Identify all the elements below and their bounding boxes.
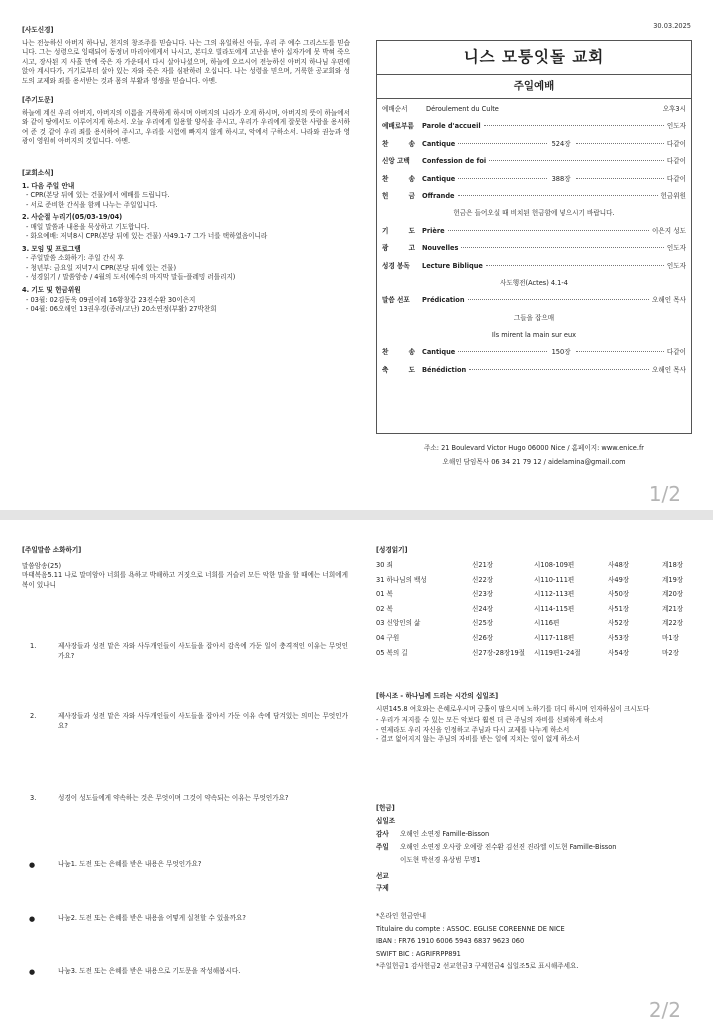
reading-passage: 시112-113편 — [534, 590, 575, 599]
page-divider — [0, 510, 713, 520]
offering-note: *주일헌금1 감사헌금2 선교헌금3 구제헌금4 십일조5로 표시해주세요. — [376, 962, 579, 971]
order-key: 기 도 — [382, 226, 425, 235]
offering-row — [376, 843, 694, 856]
reading-passage: 사49장 — [608, 575, 630, 584]
share-text: 나눔3. 도전 또는 은혜를 받은 내용으로 기도문을 작성해봅시다. — [58, 967, 241, 975]
news-section-3 — [22, 245, 350, 283]
reading-passage: 시119편1-24절 — [534, 648, 581, 657]
quiet-time-verse: 시편145.8 여호와는 은혜로우시며 긍휼이 많으시며 노하기를 더디 하시며 인자하심이 크시도다 — [376, 704, 650, 713]
bible-reading-row — [376, 602, 692, 617]
share-text: 나눔1. 도전 또는 은혜를 받은 내용은 무엇인가요? — [58, 860, 202, 868]
prayer-text: 하늘에 계신 우리 아버지, 아버지의 이름을 거룩하게 하시며 아버지의 나라가 오게 하시며, 아버지의 뜻이 하늘에서와 같이 땅에서도 이루어지게 하소서. 오늘 우리에게 일용할 양식을 주시고, 우리가 우리에게 잘못한 사람을 용서하여 준 것 같이 우리 죄를 용서하여 주시고, 우리를 시험에 빠지지 않게 하시고, 악에서 구하소서. 나라와 권능과 영광이 영원히 아버지의 것입니다. 아멘. — [22, 108, 350, 146]
reading-passage: 계22장 — [662, 619, 684, 628]
news-item: - 03월: 02김동욱 09권이레 16황창갑 23진수환 30이은지 — [26, 295, 196, 304]
bible-reading-row — [376, 588, 692, 603]
reading-passage: 사52장 — [608, 619, 630, 628]
offering-title: [헌금] — [376, 804, 395, 812]
news-item: - 서로 준비한 간식을 함께 나누는 주일입니다. — [26, 200, 158, 209]
prayer-title: [주기도문] — [22, 96, 54, 105]
question-number: 2. — [30, 712, 37, 720]
bullet-icon: ● — [29, 915, 36, 923]
news-section-4 — [22, 286, 350, 315]
offering-row — [376, 856, 694, 872]
news-section — [22, 169, 350, 315]
quiet-time-title: [하시조 - 하나님께 드리는 시간의 십일조] — [376, 692, 499, 700]
order-leader: 헌금위원 — [660, 191, 686, 200]
creed-text: 나는 전능하신 아버지 하나님, 천지의 창조주를 믿습니다. 나는 그의 유일하신 아들, 우리 주 예수 그리스도를 믿습니다. 그는 성령으로 잉태되어 동정녀 마리아에게서 나시고, 본디오 빌라도에게 고난을 받아 십자가에 못 박혀 죽으시고, 장사된 지 사흘 만에 죽은 자 가운데서 다시 살아나셨으며, 하늘에 오르시어 전능하신 아버지 하나님 우편에 앉아 계시다가, 거기로부터 살아 있는 자와 죽은 자를 심판하러 오십니다. 나는 성령을 믿으며, 거룩한 공교회와 성도의 교제와 죄를 용서받는 것과 몸의 부활과 영생을 믿습니다. 아멘. — [22, 38, 350, 85]
reading-passage: 사50장 — [608, 590, 630, 599]
bible-reading-row — [376, 646, 692, 661]
question-text: 성경이 성도들에게 약속하는 것은 무엇이며 그것이 약속되는 이유는 무엇인가요? — [58, 794, 289, 802]
bulletin-page-1 — [0, 0, 713, 510]
reading-passage: 계19장 — [662, 575, 684, 584]
order-key: 신앙 고백 — [382, 157, 410, 166]
reading-passage: 신25장 — [472, 619, 494, 628]
order-leader: 다같이 — [666, 348, 687, 357]
account-holder: Titulaire du compte : ASSOC. EGLISE COREENNE DE NICE — [376, 924, 565, 933]
order-row — [382, 227, 686, 244]
service-time: 오후3시 — [662, 105, 686, 113]
reading-passage: 마1장 — [662, 634, 679, 643]
order-leader: 인도자 — [666, 122, 686, 131]
reading-theme: 01 복 — [376, 590, 393, 599]
date: 30.03.2025 — [653, 22, 691, 30]
order-key: 헌 금 — [382, 191, 425, 200]
pastor-contact: 오해인 담임목사 06 34 21 79 12 / aidelamina@gmail.com — [442, 458, 626, 466]
reading-passage: 신27장-28장19절 — [472, 648, 526, 657]
order-leader: 인도자 — [666, 244, 686, 253]
question-text: 제사장들과 성전 맡은 자와 사두개인들이 사도들을 잡아서 가둔 이유 속에 담겨있는 의미는 무엇인가요? — [58, 712, 348, 730]
reading-passage: 시116편 — [534, 619, 560, 628]
online-offering-info — [376, 910, 694, 973]
news-item: - 주일말씀 소화하기: 주일 간식 후 — [26, 254, 124, 263]
order-leader: 다같이 — [666, 139, 687, 148]
reading-theme: 04 구원 — [376, 634, 400, 643]
order-value: Confession de foi — [422, 157, 487, 166]
order-key: 예배로부름 — [382, 122, 414, 131]
news-heading: 2. 사순절 누리기(05/03-19/04) — [22, 213, 123, 222]
news-item: - 화요예배: 저녁8시 CPR(본당 뒤에 있는 건물) 사49.1-7 그가 너를 택하였음이니라 — [26, 232, 268, 241]
news-title: [교회소식] — [22, 169, 54, 178]
order-value: Parole d'accueil — [422, 122, 481, 131]
question-number: 3. — [30, 794, 37, 802]
offering-key — [376, 856, 400, 872]
digest-section — [22, 546, 348, 590]
offering-row — [376, 884, 694, 896]
bible-reading-row — [376, 632, 692, 647]
bullet-icon: ● — [29, 968, 36, 976]
order-value: Cantique — [422, 139, 456, 148]
offering-note: 헌금은 들어오실 때 비치된 헌금함에 넣으시기 바랍니다. — [453, 209, 615, 218]
left-column — [22, 26, 350, 315]
offering-key: 구제 — [376, 884, 389, 893]
order-leader: 인도자 — [666, 261, 686, 270]
bible-reading-row — [376, 617, 692, 632]
order-label: 예배순서 — [382, 105, 408, 113]
offering-key: 주일 — [376, 843, 389, 852]
reading-passage: 계21장 — [662, 604, 684, 613]
order-row — [382, 296, 686, 313]
share-text: 나눔2. 도전 또는 은혜를 받은 내용을 어떻게 실천할 수 있을까요? — [58, 914, 246, 922]
bible-reading-table — [376, 559, 692, 661]
online-label: *온라인 헌금안내 — [376, 912, 426, 921]
order-key: 찬 송 — [382, 174, 425, 183]
news-section-1 — [22, 182, 350, 211]
reading-passage: 사51장 — [608, 604, 630, 613]
offering-names: 오해인 소연정 Famille-Bisson — [400, 830, 490, 839]
news-heading: 4. 기도 및 헌금위원 — [22, 286, 81, 295]
order-key: 찬 송 — [382, 348, 425, 357]
order-leader: 오해인 목사 — [652, 365, 686, 374]
news-item: - 성경읽기 / 말씀암송 / 4월의 도서(예수의 마지막 말들-플레밍 러틀리지) — [26, 273, 236, 282]
bible-reading-row — [376, 573, 692, 588]
offering-section — [376, 804, 694, 973]
reading-passage: 마2장 — [662, 648, 679, 657]
order-leader: 다같이 — [666, 174, 687, 183]
question-number: 1. — [30, 642, 37, 650]
order-value: Prédication — [422, 296, 465, 305]
digest-title: [주일말씀 소화하기] — [22, 546, 82, 554]
reading-theme: 02 복 — [376, 604, 393, 613]
service-name: 주일예배 — [377, 75, 691, 99]
news-item: - CPR(본당 뒤에 있는 건물)에서 예배를 드립니다. — [26, 191, 170, 200]
order-row — [382, 140, 686, 157]
order-value: Cantique — [422, 174, 456, 183]
news-heading: 1. 다음 주일 안내 — [22, 181, 75, 190]
offering-row — [376, 872, 694, 884]
order-key: 축 도 — [382, 365, 425, 374]
quiet-time-item: - 연제라도 우리 자신을 인정하고 주님과 다시 교제를 나누게 하소서 — [376, 725, 570, 734]
bullet-icon: ● — [29, 861, 36, 869]
news-item: - 04월: 06오해인 13권우경(종려/고난) 20소연정(부활) 27박찬희 — [26, 305, 217, 314]
order-key: 말씀 선포 — [382, 296, 410, 305]
order-key: 광 고 — [382, 244, 425, 253]
order-value: Bénédiction — [422, 365, 467, 374]
reading-passage: 사48장 — [608, 561, 630, 570]
reading-passage: 신21장 — [472, 561, 494, 570]
reading-passage: 사54장 — [608, 648, 630, 657]
reading-passage: 시110-111편 — [534, 575, 575, 584]
sermon-title-ko: 그들을 잡으매 — [513, 313, 555, 322]
news-section-2 — [22, 213, 350, 242]
page-number: 1/2 — [648, 482, 681, 506]
creed-section — [22, 26, 350, 86]
prayer-section — [22, 96, 350, 147]
tithe-label: 십일조 — [376, 816, 396, 825]
church-address: 주소: 21 Boulevard Victor Hugo 06000 Nice / 홈페이지: www.enice.fr — [424, 444, 644, 452]
reading-theme: 30 죄 — [376, 561, 393, 570]
order-value: Nouvelles — [422, 244, 459, 253]
order-label-fr: Déroulement du Culte — [426, 105, 499, 113]
reading-passage: 신26장 — [472, 634, 494, 643]
offering-names: 오해인 소연정 오사랑 오예랑 진수환 김선진 진라엘 이도현 Famille-Bisson — [400, 843, 617, 852]
bible-reading-title: [성경읽기] — [376, 546, 408, 554]
sermon-title-fr: Ils mirent la main sur eux — [491, 331, 577, 340]
hymn-number: 524장 — [551, 139, 571, 148]
reading-passage: 신24장 — [472, 604, 494, 613]
order-key: 성경 봉독 — [382, 261, 410, 270]
order-value: Offrande — [422, 191, 455, 200]
church-name: 니스 모퉁잇돌 교회 — [377, 41, 691, 75]
quiet-time-section — [376, 692, 694, 745]
reading-theme: 03 신앙인의 삶 — [376, 619, 421, 628]
hymn-number: 150장 — [551, 348, 571, 357]
order-header-row — [382, 105, 686, 122]
bible-reading-section — [376, 546, 694, 661]
reading-reference: 사도행전(Actes) 4.1-4 — [500, 278, 568, 287]
worship-order-box — [376, 40, 692, 434]
memory-verse: 마태복음5.11 나로 말미암아 너희를 욕하고 박해하고 거짓으로 너희를 거슬러 모든 악한 말을 할 때에는 너희에게 복이 있나니 — [22, 571, 348, 589]
order-row — [382, 175, 686, 192]
offering-row — [376, 830, 694, 843]
page-number: 2/2 — [648, 998, 681, 1022]
order-row — [382, 366, 686, 383]
order-row — [382, 348, 686, 365]
memory-label: 말씀암송(25) — [22, 561, 62, 570]
order-row — [382, 122, 686, 139]
reading-passage: 시117-118편 — [534, 634, 575, 643]
order-leader: 이은지 성도 — [652, 226, 686, 235]
reading-passage: 계18장 — [662, 561, 684, 570]
reading-passage: 신23장 — [472, 590, 494, 599]
creed-title: [사도신경] — [22, 26, 54, 34]
question-text: 제사장들과 성전 맡은 자와 사두개인들이 사도들을 잡아서 감옥에 가둔 일이 충격적인 이유는 무엇인가요? — [58, 642, 348, 660]
reading-passage: 시108-109편 — [534, 561, 575, 570]
bible-reading-row — [376, 559, 692, 574]
offering-key: 선교 — [376, 872, 389, 881]
offering-names: 이도현 박선경 유상범 무명1 — [400, 856, 481, 865]
reading-passage: 시114-115편 — [534, 604, 575, 613]
bulletin-page-2 — [0, 520, 713, 1024]
order-row — [382, 157, 686, 174]
reading-theme: 31 하나님의 백성 — [376, 575, 427, 584]
quiet-time-item: - 결코 없어지지 않는 주님의 자비를 받는 일에 지치는 일이 없게 하소서 — [376, 735, 580, 744]
swift-bic: SWIFT BIC : AGRIFRPP891 — [376, 949, 461, 958]
order-row — [382, 192, 686, 209]
reading-theme: 05 복의 길 — [376, 648, 408, 657]
reading-passage: 신22장 — [472, 575, 494, 584]
quiet-time-item: - 우리가 저지를 수 있는 모든 악보다 훨씬 더 큰 주님의 자비를 신뢰하게 하소서 — [376, 716, 604, 725]
offering-key: 감사 — [376, 830, 389, 839]
order-value: Lecture Biblique — [422, 261, 483, 270]
order-value: Prière — [422, 226, 445, 235]
reading-passage: 사53장 — [608, 634, 630, 643]
order-row — [382, 244, 686, 261]
order-value: Cantique — [422, 348, 456, 357]
reading-passage: 계20장 — [662, 590, 684, 599]
order-leader: 오해인 목사 — [652, 296, 686, 305]
news-item: - 청년부: 금요일 저녁7시 CPR(본당 뒤에 있는 건물) — [26, 263, 177, 272]
order-key: 찬 송 — [382, 139, 425, 148]
iban: IBAN : FR76 1910 6006 5943 6837 9623 060 — [376, 937, 525, 946]
order-row — [382, 262, 686, 279]
order-leader: 다같이 — [666, 157, 686, 166]
news-item: - 매일 말씀과 내용을 묵상하고 기도합니다. — [26, 222, 150, 231]
news-heading: 3. 모임 및 프로그램 — [22, 244, 81, 253]
hymn-number: 388장 — [551, 174, 571, 183]
